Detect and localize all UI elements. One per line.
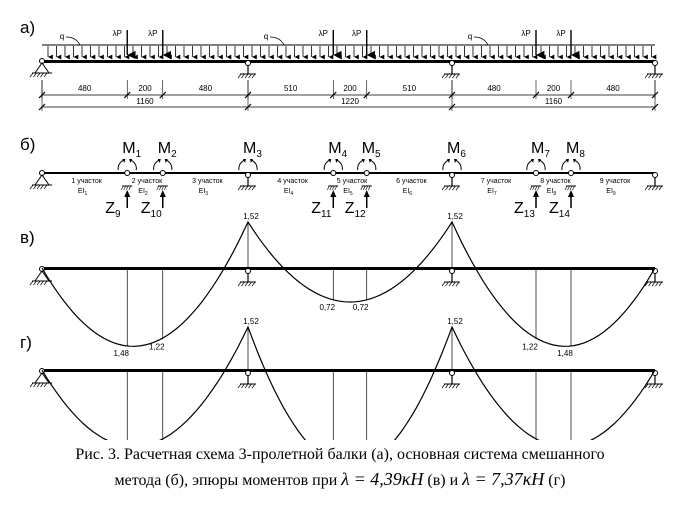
g-support-1-hatch <box>238 384 241 388</box>
support-a-2-hatch <box>446 74 449 78</box>
moment-arc-left <box>443 160 449 170</box>
v-support-2-hatch <box>442 282 445 286</box>
v-support-left-hatch <box>41 281 44 285</box>
moment-label-6: $M_6$ <box>447 140 466 160</box>
v-value-0: 1,48 <box>113 349 130 359</box>
support-b-1-hatch <box>242 186 245 190</box>
q-label: q <box>263 32 269 41</box>
lp-label: λP <box>521 29 531 38</box>
caption-line-1: Рис. 3. Расчетная схема 3-пролетной балки (а), основная система смешанного <box>75 446 605 463</box>
support-a-1-hinge <box>246 61 251 66</box>
support-a-2-hatch <box>453 74 456 78</box>
beam-b <box>42 172 655 174</box>
support-b-3-hatch <box>652 186 655 190</box>
support-b-2-hinge <box>450 173 455 178</box>
support-a-right-hinge <box>653 61 658 66</box>
g-support-value-1: 1,52 <box>447 317 463 326</box>
moment-label-3: $M_3$ <box>243 140 262 160</box>
section-label-1: 1 участок <box>71 178 102 185</box>
dim-segment-3: 510 <box>283 84 298 93</box>
caption-text-a: метода (б), эпюры моментов при <box>114 472 338 489</box>
hinge-hatch <box>573 186 575 190</box>
moment-labels <box>118 140 585 170</box>
support-a-left-hatch <box>30 73 33 77</box>
section-label-6: 6 участок <box>396 178 427 185</box>
hinge-hatch <box>159 186 161 190</box>
g-support-2-hatch <box>442 384 445 388</box>
support-a-right-hatch <box>659 74 662 78</box>
g-support-3-hatch <box>652 384 655 388</box>
dim-segment-4: 200 <box>343 84 357 93</box>
v-support-1-hatch <box>249 282 252 286</box>
lp-label: λP <box>148 29 158 38</box>
hinge-hatch <box>535 186 537 190</box>
section-ei-5: $EI_5$ <box>343 188 353 197</box>
section-ei-7: $EI_7$ <box>487 188 497 197</box>
dim-span-1: 1220 <box>341 97 359 106</box>
support-b-left-hatch <box>30 185 33 189</box>
reaction-label-10: $Z_{10}$ <box>140 200 162 220</box>
panel-b-basic-system <box>30 140 663 220</box>
section-labels <box>71 178 631 197</box>
hinge-hatch <box>157 186 159 190</box>
reaction-label-14: $Z_{14}$ <box>549 200 570 220</box>
panel-v-moment-diagram <box>30 212 663 358</box>
hinge-hatch <box>126 186 128 190</box>
section-label-2: 2 участок <box>131 178 163 185</box>
reaction-arrowhead-2 <box>330 190 336 197</box>
support-b-left-hatch <box>41 185 44 189</box>
moment-label-7: $M_7$ <box>531 140 550 160</box>
support-a-1-hatch <box>245 74 248 78</box>
v-support-2-hatch <box>453 282 456 286</box>
support-a-1-hatch <box>242 74 245 78</box>
v-value-3: 0,72 <box>352 303 369 313</box>
dim-span-0: 1160 <box>136 97 154 106</box>
moment-label-8: $M_8$ <box>566 140 585 160</box>
moment-label-4: $M_4$ <box>328 140 348 160</box>
moment-arc-left <box>324 160 330 170</box>
g-support-left-hatch <box>37 383 40 387</box>
reaction-arrowhead-3 <box>364 190 370 197</box>
support-a-right-hatch <box>656 74 659 78</box>
hinge-hatch <box>129 186 131 190</box>
g-support-2-hatch <box>456 384 459 388</box>
hinge-hatch <box>124 186 126 190</box>
moment-arc-right <box>455 160 461 170</box>
hinge-hatch <box>361 186 363 190</box>
g-support-1-hatch <box>249 384 252 388</box>
support-b-1-hatch <box>249 186 252 190</box>
v-support-3-hatch <box>659 282 662 286</box>
support-b-left-hatch <box>44 185 47 189</box>
reaction-label-13: $Z_{13}$ <box>514 200 535 220</box>
support-b-1-hatch <box>245 186 248 190</box>
g-support-left-hatch <box>34 383 37 387</box>
g-support-1-hatch <box>242 384 245 388</box>
support-b-left-hatch <box>34 185 37 189</box>
support-b-2-hatch <box>456 186 459 190</box>
dim-segment-2: 480 <box>198 84 213 93</box>
hinge-3 <box>364 171 369 176</box>
reaction-label-9: $Z_9$ <box>105 200 121 220</box>
v-support-left-hatch <box>30 281 33 285</box>
figure-caption <box>0 443 680 493</box>
hinge-0 <box>125 171 130 176</box>
lp-label: λP <box>556 29 566 38</box>
point-loads <box>127 30 571 55</box>
section-ei-9: $EI_9$ <box>606 188 616 197</box>
hinge-hatch <box>366 186 368 190</box>
hinge-hatch <box>332 186 334 190</box>
moment-arc-right <box>539 160 545 170</box>
g-support-2-hatch <box>449 384 452 388</box>
v-support-2-hatch <box>449 282 452 286</box>
v-support-value-0: 1,52 <box>243 212 259 221</box>
v-support-1-hatch <box>245 282 248 286</box>
hinge-hatch <box>538 186 540 190</box>
support-b-1-hatch <box>252 186 255 190</box>
support-b-3-hinge <box>653 173 658 178</box>
v-value-2: 0,72 <box>319 303 336 313</box>
hinge-2 <box>331 171 336 176</box>
section-ei-1: $EI_1$ <box>77 188 88 197</box>
support-b-2-hatch <box>453 186 456 190</box>
g-support-2-hatch <box>446 384 449 388</box>
v-value-4: 1,22 <box>522 342 538 352</box>
moment-arc-left <box>239 160 245 170</box>
beam-a <box>42 60 655 63</box>
support-a-1-hatch <box>252 74 255 78</box>
reaction-labels <box>105 190 574 220</box>
hinge-hatch <box>530 186 532 190</box>
support-a-2-hatch <box>449 74 452 78</box>
g-support-3-hatch <box>649 384 652 388</box>
reaction-label-11: $Z_{11}$ <box>311 200 332 220</box>
v-support-2-hatch <box>446 282 449 286</box>
hinge-hatch <box>363 186 365 190</box>
v-support-1-hatch <box>252 282 255 286</box>
moment-label-1: $M_1$ <box>122 140 142 160</box>
dim-span-2: 1160 <box>544 97 563 106</box>
support-a-2-hatch <box>456 74 459 78</box>
section-ei-8: $EI_8$ <box>546 188 557 197</box>
support-b-1-hinge <box>246 173 251 178</box>
support-b-3-hatch <box>645 186 648 190</box>
v-value-1: 1,22 <box>148 342 165 352</box>
hinge-1 <box>160 171 165 176</box>
g-support-1-hatch <box>252 384 255 388</box>
q-leader <box>66 37 80 45</box>
moment-arc-right <box>130 160 136 170</box>
v-support-2-hatch <box>456 282 459 286</box>
section-label-4: 4 участок <box>277 178 308 185</box>
section-label-3: 3 участок <box>192 178 223 185</box>
v-support-left-hatch <box>34 281 37 285</box>
section-ei-6: $EI_6$ <box>402 188 413 197</box>
support-a-left-hatch <box>34 73 37 77</box>
g-support-value-0: 1,52 <box>243 317 259 326</box>
lp-label: λP <box>352 29 362 38</box>
moment-arc-right <box>574 160 580 170</box>
dim-segment-7: 200 <box>546 84 561 93</box>
v-support-left-hatch <box>44 281 47 285</box>
support-a-right-hatch <box>645 74 648 78</box>
dimension-lines <box>39 80 658 111</box>
support-b-3-hatch <box>656 186 659 190</box>
support-b-left-hatch <box>37 185 40 189</box>
hinge-4 <box>534 171 539 176</box>
hinge-5 <box>569 171 574 176</box>
hinge-hatch <box>565 186 567 190</box>
support-b-2-hatch <box>446 186 449 190</box>
support-a-2-hatch <box>442 74 445 78</box>
caption-line-2 <box>0 467 680 493</box>
support-b-left-triangle <box>35 175 49 185</box>
hinge-hatch <box>533 186 535 190</box>
support-a-right-hatch <box>649 74 652 78</box>
section-ei-2: $EI_2$ <box>138 188 148 197</box>
hinge-hatch <box>164 186 166 190</box>
support-b-2-hatch <box>442 186 445 190</box>
q-leader <box>474 37 488 45</box>
support-a-1-hatch <box>238 74 241 78</box>
g-support-2-hinge <box>450 371 455 376</box>
v-support-left-hatch <box>37 281 40 285</box>
moment-arc-left <box>358 160 364 170</box>
v-support-value-1: 1,52 <box>447 212 463 221</box>
section-label-5: 5 участок <box>336 178 368 185</box>
support-a-1-hatch <box>249 74 252 78</box>
q-leader <box>270 37 284 45</box>
reaction-arrowhead-5 <box>568 190 574 197</box>
caption-text-c: (г) <box>548 472 566 489</box>
v-support-3-hatch <box>656 282 659 286</box>
g-support-3-hatch <box>659 384 662 388</box>
g-support-left-hatch <box>41 383 44 387</box>
moment-arc-left <box>118 160 124 170</box>
moment-label-2: $M_2$ <box>157 140 177 160</box>
support-a-right-hatch <box>652 74 655 78</box>
moment-label-5: $M_5$ <box>361 140 381 160</box>
hinge-hatch <box>121 186 123 190</box>
g-support-left-hatch <box>30 383 33 387</box>
moment-arc-left <box>154 160 160 170</box>
panel-label-a: а) <box>20 18 36 37</box>
moment-arc-right <box>166 160 172 170</box>
v-support-1-hinge <box>246 269 251 274</box>
moment-arc-left <box>527 160 533 170</box>
load-labels <box>60 29 566 45</box>
support-a-left-triangle <box>35 63 49 73</box>
support-b-3-hatch <box>659 186 662 190</box>
support-a-2-hinge <box>450 61 455 66</box>
hinge-hatch <box>327 186 329 190</box>
dim-segment-0: 480 <box>77 84 92 93</box>
support-a-left-hatch <box>37 73 40 77</box>
reaction-arrowhead-4 <box>533 190 539 197</box>
distributed-load-arrows <box>48 46 652 57</box>
section-label-9: 9 участок <box>599 178 631 185</box>
g-support-1-hatch <box>245 384 248 388</box>
v-support-2-hinge <box>450 269 455 274</box>
g-moment-curve <box>42 327 655 440</box>
v-beam <box>42 267 655 270</box>
dim-segment-5: 510 <box>402 84 417 93</box>
panel-a-load-scheme <box>30 29 663 111</box>
q-label: q <box>59 32 65 41</box>
section-label-8: 8 участок <box>540 178 571 185</box>
caption-formula-1: λ = 4,39κH <box>341 469 424 489</box>
q-label: q <box>467 32 473 41</box>
hinge-hatch <box>570 186 572 190</box>
lp-label: λP <box>112 29 122 38</box>
caption-formula-2: λ = 7,37κH <box>462 469 545 489</box>
g-support-1-hinge <box>246 371 251 376</box>
v-support-1-hatch <box>238 282 241 286</box>
g-support-2-hatch <box>453 384 456 388</box>
v-support-3-hatch <box>652 282 655 286</box>
reaction-arrowhead-1 <box>160 190 166 197</box>
hinge-hatch <box>368 186 370 190</box>
v-moment-curve <box>42 222 655 346</box>
reaction-arrowhead-0 <box>124 190 130 197</box>
moment-arc-right <box>251 160 257 170</box>
panel-label-b: б) <box>20 135 36 154</box>
support-a-left-hatch <box>44 73 47 77</box>
support-a-left-hatch <box>41 73 44 77</box>
support-b-3-hatch <box>649 186 652 190</box>
panel-label-v: в) <box>20 228 35 247</box>
g-beam <box>42 369 655 372</box>
support-b-1-hatch <box>238 186 241 190</box>
section-label-7: 7 участок <box>480 178 512 185</box>
moment-arc-left <box>562 160 568 170</box>
dim-segment-1: 200 <box>138 84 152 93</box>
v-support-3-hatch <box>649 282 652 286</box>
caption-text-b: (в) и <box>427 472 459 489</box>
hinge-hatch <box>568 186 570 190</box>
section-ei-3: $EI_3$ <box>198 188 209 197</box>
dim-segment-8: 480 <box>606 84 620 93</box>
g-support-left-hatch <box>44 383 47 387</box>
hinge-hatch <box>162 186 164 190</box>
hinge-hatch <box>335 186 337 190</box>
moment-arc-right <box>370 160 376 170</box>
hinge-hatch <box>330 186 332 190</box>
g-support-3-hatch <box>656 384 659 388</box>
section-ei-4: $EI_4$ <box>283 188 294 197</box>
moment-arc-right <box>336 160 342 170</box>
reaction-label-12: $Z_{12}$ <box>344 200 366 220</box>
support-b-2-hatch <box>449 186 452 190</box>
panel-label-g: г) <box>20 333 32 352</box>
v-support-1-hatch <box>242 282 245 286</box>
panel-g-moment-diagram <box>30 317 663 440</box>
lp-label: λP <box>318 29 328 38</box>
v-value-5: 1,48 <box>557 349 573 359</box>
dim-segment-6: 480 <box>487 84 501 93</box>
